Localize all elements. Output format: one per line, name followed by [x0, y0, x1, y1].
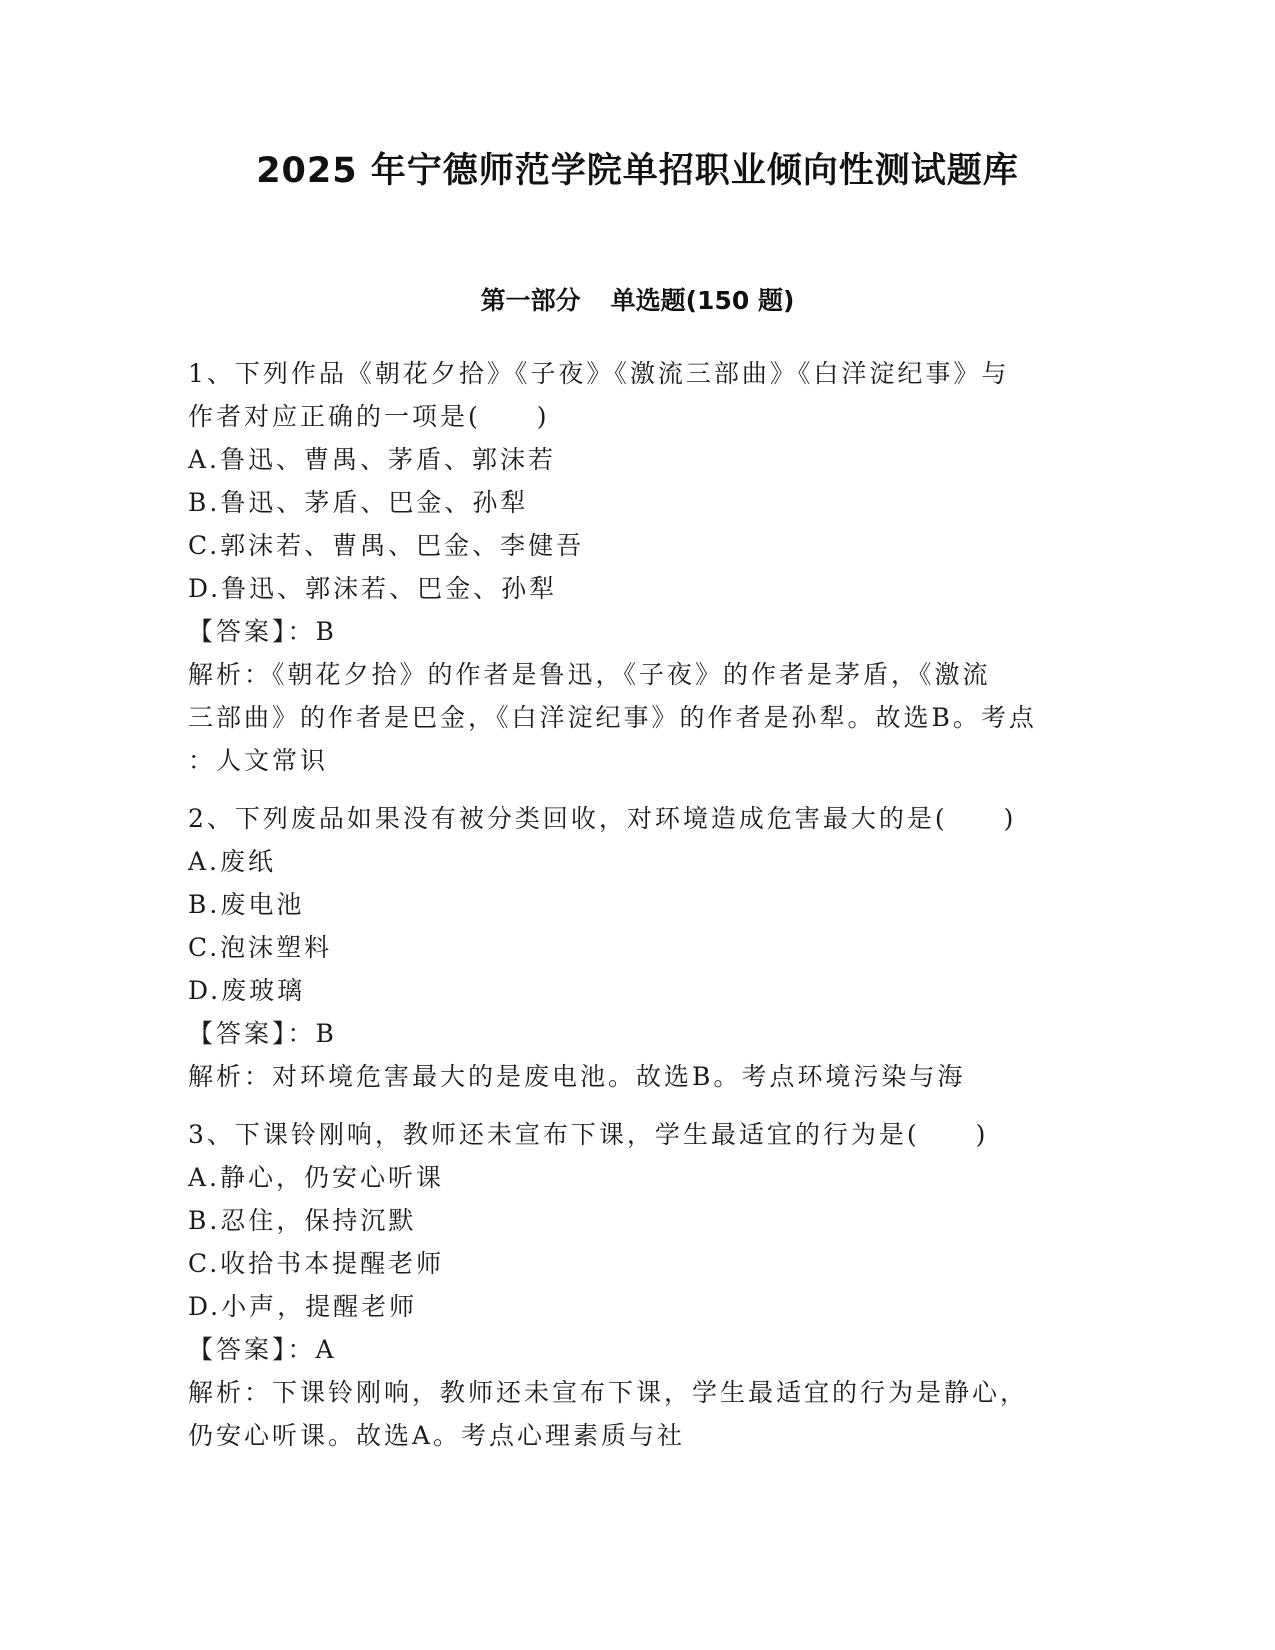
- question-stem: 1、下列作品《朝花夕拾》《子夜》《激流三部曲》《白洋淀纪事》与: [188, 359, 1010, 388]
- analysis-line: 三部曲》的作者是巴金，《白洋淀纪事》的作者是孙犁。故选B。考点: [188, 703, 1037, 732]
- analysis-line: 解析：《朝花夕拾》的作者是鲁迅，《子夜》的作者是茅盾，《激流: [188, 660, 991, 689]
- option-d: D.废玻璃: [188, 976, 306, 1005]
- section-name: 单选题(150 题): [610, 286, 795, 315]
- document-title: 2025 年宁德师范学院单招职业倾向性测试题库: [256, 151, 1019, 191]
- analysis-line: 仍安心听课。故选A。考点心理素质与社: [188, 1421, 686, 1450]
- section-heading: [0, 284, 1275, 318]
- option-c: C.收拾书本提醒老师: [188, 1249, 445, 1278]
- option-b: B.鲁迅、茅盾、巴金、孙犁: [188, 488, 529, 517]
- question-2: [188, 797, 1088, 1098]
- answer: 【答案】：B: [188, 617, 337, 646]
- question-3: [188, 1113, 1088, 1457]
- section-part: 第一部分: [480, 286, 581, 315]
- analysis-line: ：人文常识: [188, 746, 329, 775]
- option-d: D.小声，提醒老师: [188, 1292, 418, 1321]
- option-b: B.忍住，保持沉默: [188, 1206, 417, 1235]
- option-d: D.鲁迅、郭沫若、巴金、孙犁: [188, 574, 558, 603]
- question-1: [188, 352, 1088, 782]
- option-a: A.鲁迅、曹禺、茅盾、郭沫若: [188, 445, 557, 474]
- analysis-line: 解析：对环境危害最大的是废电池。故选B。考点环境污染与海: [188, 1062, 966, 1091]
- question-stem-cont: 作者对应正确的一项是( ): [188, 402, 550, 431]
- question-stem: 2、下列废品如果没有被分类回收，对环境造成危害最大的是( ): [188, 804, 1017, 833]
- option-c: C.郭沫若、曹禺、巴金、李健吾: [188, 531, 585, 560]
- analysis-line: 解析：下课铃刚响，教师还未宣布下课，学生最适宜的行为是静心，: [188, 1378, 1029, 1407]
- option-b: B.废电池: [188, 890, 305, 919]
- option-a: A.废纸: [188, 847, 277, 876]
- question-stem: 3、下课铃刚响，教师还未宣布下课，学生最适宜的行为是( ): [188, 1120, 989, 1149]
- option-c: C.泡沫塑料: [188, 933, 333, 962]
- question-list: [188, 352, 1088, 1472]
- answer: 【答案】：B: [188, 1019, 337, 1048]
- answer: 【答案】：A: [188, 1335, 337, 1364]
- option-a: A.静心，仍安心听课: [188, 1163, 445, 1192]
